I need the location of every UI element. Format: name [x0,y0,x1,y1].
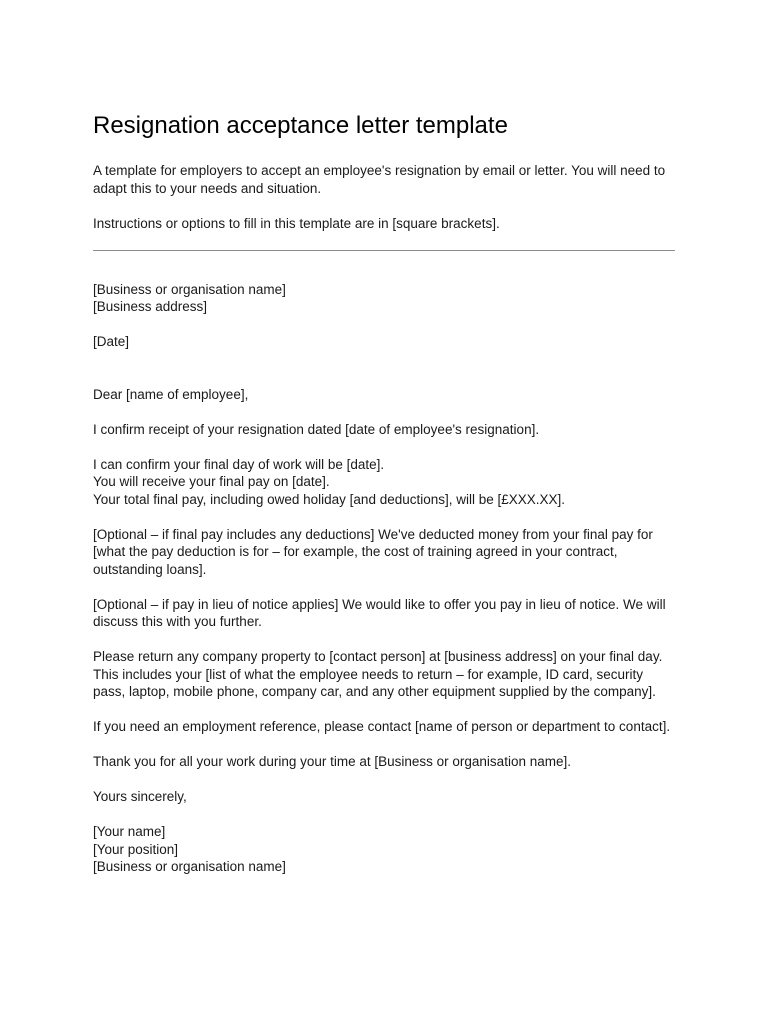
confirm-receipt-paragraph: I confirm receipt of your resignation dated [date of employee's resignation]. [93,421,540,437]
sender-block [93,281,678,316]
signature-position: [Your position] [93,841,179,857]
optional-deductions-paragraph: [Optional – if final pay includes any deductions] We've deducted money from your final pay for [what the pay deduction is for – for example, the cost of training agreed in your contract, outstanding loans]. [93,526,653,577]
reference-paragraph: If you need an employment reference, please contact [name of person or department to contact]. [93,719,671,734]
thanks-paragraph: Thank you for all your work during your time at [Business or organisation name]. [93,754,571,769]
intro-section [93,162,678,232]
letter-body [93,281,678,876]
instructions-paragraph: Instructions or options to fill in this template are in [square brackets]. [93,215,500,231]
return-property-paragraph: Please return any company property to [contact person] at [business address] on your final day. This includes your [list of what the employee needs to return – for example, ID card, security pass, laptop, mobile phone, company car, and any other equipment supplied by the company]. [93,649,663,699]
total-pay-line: Your total final pay, including owed holiday [and deductions], will be [£XXX.XX]. [93,491,566,507]
signature-name: [Your name] [93,824,166,839]
document-page [93,108,678,893]
letter-date: [Date] [93,334,130,349]
signature-block [93,823,678,876]
optional-notice-paragraph: [Optional – if pay in lieu of notice applies] We would like to offer you pay in lieu of notice. We will discuss this with you further. [93,596,666,629]
signature-business-name: [Business or organisation name] [93,859,286,874]
sender-business-name: [Business or organisation name] [93,281,286,297]
sender-business-address: [Business address] [93,299,208,314]
intro-paragraph: A template for employers to accept an employee's resignation by email or letter. You will need to adapt this to your needs and situation. [93,163,666,196]
divider [93,250,675,251]
final-pay-line: You will receive your final pay on [date]. [93,474,330,489]
page-title: Resignation acceptance letter template [93,112,508,139]
final-details-block [93,456,678,509]
salutation: Dear [name of employee], [93,386,249,402]
closing: Yours sincerely, [93,789,187,804]
final-day-line: I can confirm your final day of work will be [date]. [93,456,385,472]
